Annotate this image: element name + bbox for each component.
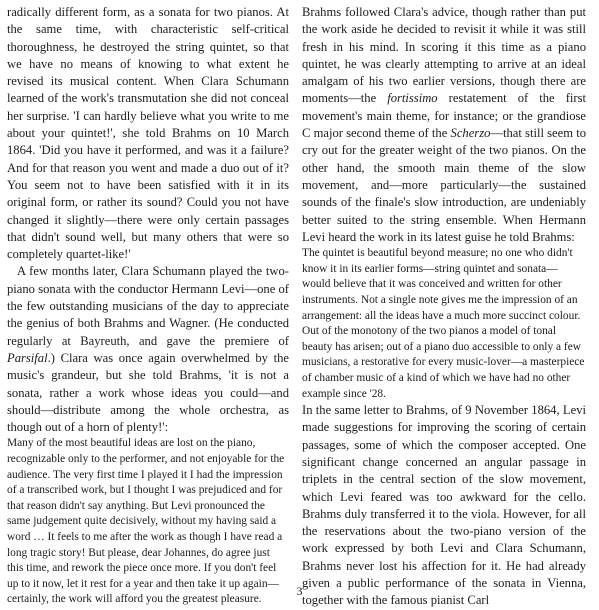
- left-column: [7, 4, 289, 608]
- block-quote: The quintet is beautiful beyond measure; no one who didn't know it in its earlier forms—string quintet and sonata—would believe that it was conceived and written for other instruments. Not a single note gives me the impression of an arrangement: all the ideas have a much more succinct colour. Out of the monotony of the two pianos a model of tonal beauty has arisen; out of a piano duo accessible to only a few musicians, a restorative for every music-lover—a masterpiece of chamber music of a kind of which we have had no other example since '28.: [302, 247, 585, 400]
- movement-name: Scherzo: [450, 126, 491, 141]
- musical-term: fortissimo: [387, 91, 438, 106]
- block-quote: Many of the most beautiful ideas are lost on the piano, recognizable only to the performer, and not enjoyable for the audience. The very first time I played it I had the impression of a transcribed work, but I thought I was prejudiced and for that reason didn't say anything. But Levi pronounced the same judgement quite decisively, without my having said a word … It feels to me after the work as though I have read a long tragic story! But please, dear Johannes, do agree just this time, and rework the piece once more. If you don't feel up to it now, let it rest for a year and then take it up again—certainly, the work will afford you the greatest pleasure.: [7, 437, 285, 606]
- work-title: Parsifal: [7, 350, 48, 365]
- right-column: [302, 4, 586, 610]
- paragraph: radically different form, as a sonata for two pianos. At the same time, with characteristic self-critical thoroughness, he destroyed the string quintet, so that we have no means of knowing to what extent he revised its musical content. When Clara Schumann learned of the work's transmutation she did not conceal her surprise. 'I can hardly believe what you write to me about your quintet!', she told Brahms on 10 March 1864. 'Did you have it performed, and was it a failure? And for that reason you went and made a duo out of it? You seem not to have been satisfied with it in its original form, or rather its sound? Could you not have changed it slightly—there were only certain passages that didn't sound well, but many others that were so completely quartet-like!': [7, 5, 289, 262]
- paragraph: In the same letter to Brahms, of 9 November 1864, Levi made suggestions for improving the scoring of certain passages, some of which the composer accepted. One significant change concerned an angular passage in triplets in the central section of the slow movement, which Levi feared was too awkward for the cello. Brahms duly transferred it to the viola. However, for all the reservations about the two-piano version of the work expressed by both Levi and Clara Schumann, Brahms never lost his affection for it. He had already given a public performance of the sonata in Vienna, together with the famous pianist Carl: [302, 403, 586, 608]
- paragraph: Brahms followed Clara's advice, though rather than put the work aside he decided to revisit it while it was still fresh in his mind. In scoring it this time as a piano quintet, he was clearly attempting to arrive at an ideal amalgam of his two earlier versions, though there are moments—the fortissimo restatement of the first movement's main theme, for instance; or the grandiose C major second theme of the Scherzo—that still seem to cry out for the greater weight of the two pianos. On the other hand, the smooth main theme of the slow movement, and—more particularly—the sustained sounds of the finale's slow introduction, are undeniably better suited to the string ensemble. When Hermann Levi heard the work in its latest guise he told Brahms:: [302, 5, 586, 244]
- page-number: 3: [296, 584, 303, 598]
- paragraph: A few months later, Clara Schumann played the two-piano sonata with the conductor Hermann Levi—one of the few outstanding musicians of the day to appreciate the genius of both Brahms and Wagner. (He conducted regularly at Bayreuth, and gave the premiere of Parsifal.) Clara was once again overwhelmed by the music's grandeur, but she told Brahms, 'it is not a sonata, rather a work whose ideas you could—and should—distribute among the whole orchestra, as though out of a horn of plenty!':: [7, 264, 289, 435]
